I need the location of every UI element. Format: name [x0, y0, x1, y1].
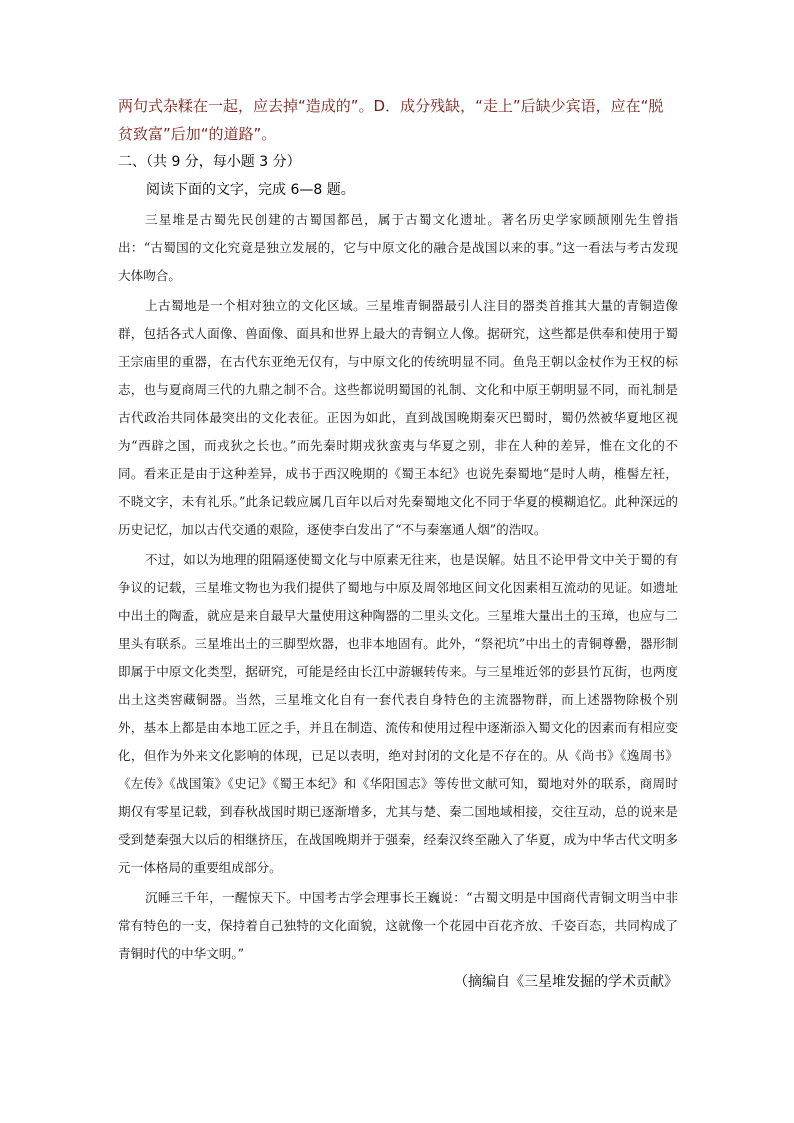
passage-paragraph-2: 上古蜀地是一个相对独立的文化区域。三星堆青铜器最引人注目的器类首推其大量的青铜造像群，包括各式人面像、兽面像、面具和世界上最大的青铜立人像。据研究，这些都是供奉和使用于蜀王宗庙里的重器，在古代东亚绝无仅有，与中原文化的传统明显不同。鱼凫王朝以金杖作为王权的标志，也与夏商周三代的九鼎之制不合。这些都说明蜀国的礼制、文化和中原王朝明显不同，而礼制是古代政治共同体最突出的文化表征。正因为如此，直到战国晚期秦灭巴蜀时，蜀仍然被华夏地区视为“西辟之国，而戎狄之长也。”而先秦时期戎狄蛮夷与华夏之别，非在人种的差异，惟在文化的不同。看来正是由于这种差异，成书于西汉晚期的《蜀王本纪》也说先秦蜀地“是时人萌，椎髻左衽，不晓文字，未有礼乐。”此条记载应属几百年以后对先秦蜀地文化不同于华夏的模糊追忆。此种深远的历史记忆，加以古代交通的艰险，逐使李白发出了“不与秦塞通人烟”的浩叹。 — [118, 298, 678, 537]
reading-instructions: 阅读下面的文字，完成 6—8 题。 — [146, 182, 355, 198]
passage-paragraph-3: 不过，如以为地理的阻隔逐使蜀文化与中原素无往来，也是误解。姑且不论甲骨文中关于蜀的有争议的记载，三星堆文物也为我们提供了蜀地与中原及周邻地区间文化因素相互流动的见证。如遗址中出土的陶盉，就应是来自最早大量使用这种陶器的二里头文化。三星堆大量出土的玉璋，也应与二里头有联系。三星堆出土的三脚型炊器，也非本地固有。此外，“祭祀坑”中出土的青铜尊罍，器形制即属于中原文化类型，据研究，可能是经由长江中游辗转传来。与三星堆近邻的彭县竹瓦街，也两度出土这类窖藏铜器。当然，三星堆文化自有一套代表自身特色的主流器物群，而上述器物除极个别外，基本上都是由本地工匠之手，并且在制造、流传和使用过程中逐渐添入蜀文化的因素而有相应变化，但作为外来文化影响的体现，已足以表明，绝对封闭的文化是不存在的。从《尚书》《逸周书》《左传》《战国策》《史记》《蜀王本纪》和《华阳国志》等传世文献可知，蜀地对外的联系，商周时期仅有零星记载，到春秋战国时期已逐渐增多，尤其与楚、秦二国地域相接，交往互动，总的说来是受到楚秦强大以后的相继挤压，在战国晚期并于强秦，经秦汉终至融入了华夏，成为中华古代文明多元一体格局的重要组成部分。 — [118, 552, 678, 875]
passage-paragraph-4: 沉睡三千年，一醒惊天下。中国考古学会理事长王巍说：“古蜀文明是中国商代青铜文明当中非常有特色的一支，保持着自己独特的文化面貌，这就像一个花园中百花齐放、千姿百态，共同构成了青铜时代的中华文明。” — [118, 890, 678, 961]
answer-explanation: 两句式杂糅在一起，应去掉“造成的”。D．成分残缺，“走上”后缺少宾语，应在“脱贫致富”后加“的道路”。 — [118, 97, 664, 143]
page-content — [118, 92, 678, 996]
passage-paragraph-1: 三星堆是古蜀先民创建的古蜀国都邑，属于古蜀文化遗址。著名历史学家顾颉刚先生曾指出：“古蜀国的文化究竟是独立发展的，它与中原文化的融合是战国以来的事。”这一看法与考古发现大体吻合。 — [118, 212, 678, 283]
source-citation: （摘编自《三星堆发掘的学术贡献》 — [454, 974, 678, 990]
section-heading: 二、（共 9 分，每小题 3 分） — [118, 154, 301, 170]
